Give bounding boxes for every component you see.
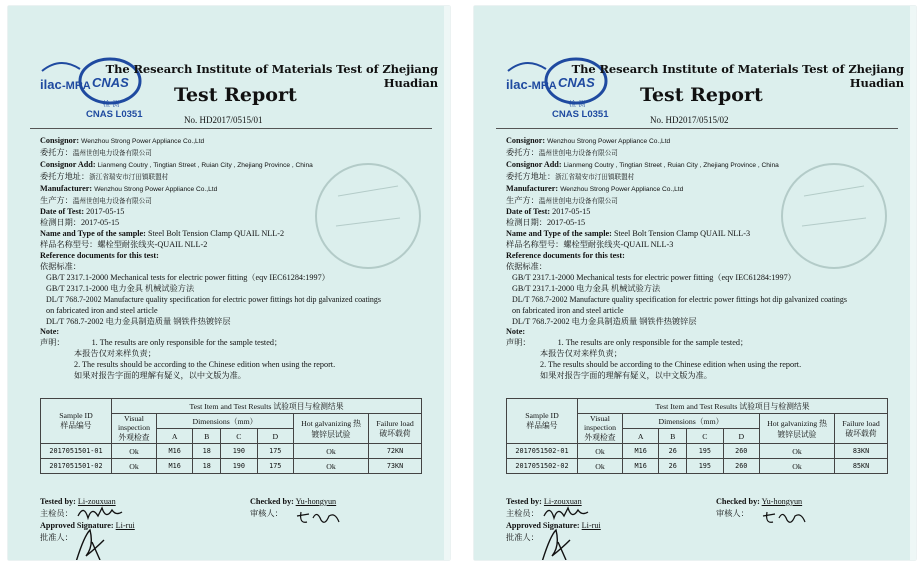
cell-b: 18 bbox=[193, 444, 221, 459]
consignor-label: Consignor: bbox=[40, 136, 80, 145]
results-table bbox=[40, 398, 422, 474]
cnas-sub-label: 检 测 bbox=[569, 100, 586, 108]
col-sample-id-cn: 样品编号 bbox=[526, 421, 558, 430]
manufacturer-label: Manufacturer: bbox=[40, 183, 93, 193]
lab-title: The Research Institute of Materials Test of Zhejiang Huadian bbox=[571, 62, 904, 90]
col-visual-en: Visual bbox=[124, 414, 144, 423]
cell-sample-id: 2017051502-02 bbox=[507, 459, 578, 474]
col-galvanizing bbox=[760, 414, 835, 444]
note-2: 2. The results should be according to the Chinese edition when using the report. bbox=[540, 360, 802, 370]
cell-a: M16 bbox=[623, 444, 659, 459]
checked-by-label: Checked by: bbox=[250, 497, 294, 506]
sample-cn-value: 螺栓型耐张线夹-QUAIL NLL-2 bbox=[97, 240, 208, 250]
col-sample-id-en: Sample ID bbox=[525, 411, 559, 420]
col-b: B bbox=[659, 429, 687, 444]
test-report-page bbox=[8, 6, 450, 560]
checker-signature bbox=[295, 508, 345, 530]
checked-by-value: Yu-hongyun bbox=[295, 497, 337, 506]
cell-galv: Ok bbox=[294, 459, 369, 474]
cell-visual: Ok bbox=[112, 459, 157, 474]
consignor-add-cn-value: 浙江省瑞安市汀田镇联盟村 bbox=[89, 173, 169, 181]
results-table bbox=[506, 398, 888, 474]
lab-title: The Research Institute of Materials Test of Zhejiang Huadian bbox=[105, 62, 438, 90]
ref-doc-line: DL/T 768.7-2002 电力金具制造质量 钢铁件热镀锌层 bbox=[512, 316, 697, 326]
checked-by-label: Checked by: bbox=[716, 497, 760, 506]
tested-by-label: Tested by: bbox=[506, 497, 542, 506]
cell-fail: 72KN bbox=[369, 444, 422, 459]
page-edge bbox=[910, 6, 916, 560]
note-2: 2. The results should be according to the Chinese edition when using the report. bbox=[74, 360, 336, 370]
col-b: B bbox=[193, 429, 221, 444]
approved-label: Approved Signature: bbox=[40, 521, 114, 530]
cell-d: 260 bbox=[723, 444, 759, 459]
cell-galv: Ok bbox=[760, 444, 835, 459]
cell-c: 190 bbox=[221, 459, 257, 474]
consignor-add-cn-value: 浙江省瑞安市汀田镇联盟村 bbox=[555, 173, 635, 181]
cnas-sub-label: 检 测 bbox=[103, 100, 120, 108]
col-dimensions: Dimensions（mm） bbox=[157, 414, 294, 429]
cell-fail: 83KN bbox=[835, 444, 888, 459]
date-cn-label: 检测日期： bbox=[506, 218, 547, 228]
page-edge bbox=[444, 6, 450, 560]
col-d: D bbox=[257, 429, 293, 444]
note-2-cn: 如果对报告字面的理解有疑义，以中文版为准。 bbox=[540, 371, 712, 381]
consignor-value: Wenzhou Strong Power Appliance Co.,Ltd bbox=[547, 138, 671, 145]
col-visual-cn: 外观检查 bbox=[118, 433, 150, 442]
table-row bbox=[41, 459, 422, 474]
consignor-cn-value: 温州世创电力设备有限公司 bbox=[72, 149, 152, 157]
table-row bbox=[507, 459, 888, 474]
col-c: C bbox=[221, 429, 257, 444]
col-sample-id-cn: 样品编号 bbox=[60, 421, 92, 430]
col-visual bbox=[112, 414, 157, 444]
cell-b: 26 bbox=[659, 444, 687, 459]
col-galv-cn: 镀锌层试验 bbox=[777, 429, 817, 439]
manufacturer-label: Manufacturer: bbox=[506, 183, 559, 193]
col-visual-cn: 外观检查 bbox=[584, 433, 616, 442]
ref-doc-line: DL/T 768.7-2002 Manufacture quality specification for electric power fittings hot dip galvanized coatings bbox=[46, 294, 381, 304]
ref-doc-line: DL/T 768.7-2002 Manufacture quality specification for electric power fittings hot dip galvanized coatings bbox=[512, 294, 847, 304]
ref-docs-label: Reference documents for this test: bbox=[40, 251, 159, 261]
note-1: 1. The results are only responsible for the sample tested； bbox=[557, 338, 749, 348]
ref-doc-line: GB/T 2317.1-2000 Mechanical tests for electric power fitting（eqv IEC61284:1997） bbox=[46, 272, 330, 282]
checker-cn-label: 审核人： bbox=[250, 509, 283, 518]
col-visual-en-2: inspection bbox=[117, 423, 151, 432]
cell-b: 26 bbox=[659, 459, 687, 474]
note-2-cn: 如果对报告字面的理解有疑义，以中文版为准。 bbox=[74, 371, 246, 381]
consignor-add-label: Consignor Add: bbox=[506, 159, 562, 169]
col-visual-en-2: inspection bbox=[583, 423, 617, 432]
consignor-add-cn-label: 委托方地址： bbox=[40, 171, 90, 181]
approved-value: Li-rui bbox=[115, 521, 135, 530]
cell-visual: Ok bbox=[578, 444, 623, 459]
manufacturer-cn-value: 温州世创电力设备有限公司 bbox=[538, 197, 618, 205]
note-1-cn: 本报告仅对来样负责； bbox=[74, 349, 156, 359]
checker-cn-label: 审核人： bbox=[716, 509, 749, 518]
cnas-code: CNAS L0351 bbox=[86, 109, 143, 120]
cell-d: 175 bbox=[257, 444, 293, 459]
col-galv-en: Hot galvanizing 热 bbox=[301, 418, 361, 428]
cell-d: 175 bbox=[257, 459, 293, 474]
manufacturer-cn-value: 温州世创电力设备有限公司 bbox=[72, 197, 152, 205]
checked-by-value: Yu-hongyun bbox=[761, 497, 803, 506]
date-cn-label: 检测日期： bbox=[40, 218, 81, 228]
col-sample-id-en: Sample ID bbox=[59, 411, 93, 420]
consignor-add-value: Lianmeng Coutry , Tingtian Street , Ruian City , Zhejiang Province , China bbox=[563, 161, 779, 169]
tested-by-label: Tested by: bbox=[40, 497, 76, 506]
consignor-add-value: Lianmeng Coutry , Tingtian Street , Ruian City , Zhejiang Province , China bbox=[97, 161, 313, 169]
date-label: Date of Test: bbox=[40, 207, 85, 217]
header-divider bbox=[30, 128, 432, 129]
sample-cn-label: 样品名称型号： bbox=[506, 240, 564, 250]
col-fail-cn: 破坏载荷 bbox=[845, 428, 877, 438]
date-value: 2017-05-15 bbox=[86, 207, 125, 217]
manufacturer-value: Wenzhou Strong Power Appliance Co.,Ltd bbox=[94, 185, 218, 193]
cell-galv: Ok bbox=[294, 444, 369, 459]
report-title: Test Report bbox=[174, 84, 297, 106]
approver-signature bbox=[536, 526, 576, 560]
note-label: Note: bbox=[506, 327, 526, 337]
consignor-cn-label: 委托方： bbox=[506, 147, 539, 157]
cell-sample-id: 2017051501-01 bbox=[41, 444, 112, 459]
svg-text:CNAS: CNAS bbox=[558, 75, 595, 90]
note-label: Note: bbox=[40, 327, 60, 337]
tester-cn-label: 主检员： bbox=[40, 509, 73, 518]
cell-c: 195 bbox=[687, 444, 723, 459]
col-fail-cn: 破坏载荷 bbox=[379, 428, 411, 438]
sample-value: Steel Bolt Tension Clamp QUAIL NLL-2 bbox=[147, 229, 285, 239]
col-visual-en: Visual bbox=[590, 414, 610, 423]
consignor-add-label: Consignor Add: bbox=[40, 159, 96, 169]
cell-a: M16 bbox=[157, 444, 193, 459]
ref-docs-label: Reference documents for this test: bbox=[506, 251, 625, 261]
consignor-label: Consignor: bbox=[506, 136, 546, 145]
tester-cn-label: 主检员： bbox=[506, 509, 539, 518]
cell-b: 18 bbox=[193, 459, 221, 474]
date-cn-value: 2017-05-15 bbox=[546, 218, 586, 228]
approver-signature bbox=[70, 526, 110, 560]
svg-text:-MRA: -MRA bbox=[528, 80, 557, 92]
table-row bbox=[41, 444, 422, 459]
cell-d: 260 bbox=[723, 459, 759, 474]
cell-sample-id: 2017051502-01 bbox=[507, 444, 578, 459]
sample-cn-label: 样品名称型号： bbox=[40, 240, 98, 250]
report-info bbox=[506, 136, 901, 382]
approver-cn-label: 批准人： bbox=[40, 533, 73, 542]
date-cn-value: 2017-05-15 bbox=[80, 218, 120, 228]
cell-visual: Ok bbox=[112, 444, 157, 459]
cell-a: M16 bbox=[623, 459, 659, 474]
ref-docs-cn-label: 依据标准： bbox=[40, 261, 81, 271]
cell-sample-id: 2017051501-02 bbox=[41, 459, 112, 474]
col-fail-en: Failure load bbox=[376, 418, 414, 428]
note-1: 1. The results are only responsible for the sample tested； bbox=[91, 338, 283, 348]
ref-doc-line: GB/T 2317.1-2000 电力金具 机械试验方法 bbox=[46, 283, 195, 293]
sample-label: Name and Type of the sample: bbox=[40, 229, 146, 239]
col-galv-en: Hot galvanizing 热 bbox=[767, 418, 827, 428]
approved-value: Li-rui bbox=[581, 521, 601, 530]
manufacturer-cn-label: 生产方： bbox=[506, 195, 539, 205]
svg-text:ilac: ilac bbox=[506, 77, 528, 92]
ref-docs-cn-label: 依据标准： bbox=[506, 261, 547, 271]
tester-signature bbox=[76, 502, 126, 524]
ref-doc-line: DL/T 768.7-2002 电力金具制造质量 钢铁件热镀锌层 bbox=[46, 316, 231, 326]
table-main-header: Test Item and Test Results 试验项目与检测结果 bbox=[112, 399, 422, 414]
sample-value: Steel Bolt Tension Clamp QUAIL NLL-3 bbox=[613, 229, 751, 239]
sample-label: Name and Type of the sample: bbox=[506, 229, 612, 239]
cell-fail: 85KN bbox=[835, 459, 888, 474]
cell-galv: Ok bbox=[760, 459, 835, 474]
approver-cn-label: 批准人： bbox=[506, 533, 539, 542]
col-sample-id bbox=[41, 399, 112, 444]
consignor-cn-value: 温州世创电力设备有限公司 bbox=[538, 149, 618, 157]
date-value: 2017-05-15 bbox=[552, 207, 591, 217]
consignor-cn-label: 委托方： bbox=[40, 147, 73, 157]
checker-signature bbox=[761, 508, 811, 530]
report-title: Test Report bbox=[640, 84, 763, 106]
consignor-add-cn-label: 委托方地址： bbox=[506, 171, 556, 181]
col-failure-load bbox=[835, 414, 888, 444]
ref-doc-line: on fabricated iron and steel article bbox=[512, 305, 624, 315]
col-c: C bbox=[687, 429, 723, 444]
tested-by-value: Li-zouxuan bbox=[77, 497, 116, 506]
col-galv-cn: 镀锌层试验 bbox=[311, 429, 351, 439]
note-1-cn: 本报告仅对来样负责； bbox=[540, 349, 622, 359]
report-info bbox=[40, 136, 435, 382]
manufacturer-cn-label: 生产方： bbox=[40, 195, 73, 205]
note-cn-label: 声明： bbox=[40, 338, 65, 348]
approved-label: Approved Signature: bbox=[506, 521, 580, 530]
col-visual bbox=[578, 414, 623, 444]
date-label: Date of Test: bbox=[506, 207, 551, 217]
ref-doc-line: GB/T 2317.1-2000 电力金具 机械试验方法 bbox=[512, 283, 661, 293]
manufacturer-value: Wenzhou Strong Power Appliance Co.,Ltd bbox=[560, 185, 684, 193]
tester-signature bbox=[542, 502, 592, 524]
col-dimensions: Dimensions（mm） bbox=[623, 414, 760, 429]
report-number: No. HD2017/0515/01 bbox=[184, 115, 263, 125]
test-report-page bbox=[474, 6, 916, 560]
col-failure-load bbox=[369, 414, 422, 444]
svg-text:ilac: ilac bbox=[40, 77, 62, 92]
svg-text:-MRA: -MRA bbox=[62, 80, 91, 92]
ref-doc-line: GB/T 2317.1-2000 Mechanical tests for electric power fitting（eqv IEC61284:1997） bbox=[512, 272, 796, 282]
cnas-code: CNAS L0351 bbox=[552, 109, 609, 120]
svg-text:CNAS: CNAS bbox=[92, 75, 129, 90]
header-divider bbox=[496, 128, 898, 129]
table-row bbox=[507, 444, 888, 459]
col-galvanizing bbox=[294, 414, 369, 444]
tested-by-value: Li-zouxuan bbox=[543, 497, 582, 506]
col-a: A bbox=[157, 429, 193, 444]
note-cn-label: 声明： bbox=[506, 338, 531, 348]
cell-c: 190 bbox=[221, 444, 257, 459]
report-number: No. HD2017/0515/02 bbox=[650, 115, 729, 125]
cell-c: 195 bbox=[687, 459, 723, 474]
col-d: D bbox=[723, 429, 759, 444]
consignor-value: Wenzhou Strong Power Appliance Co.,Ltd bbox=[81, 138, 205, 145]
ref-doc-line: on fabricated iron and steel article bbox=[46, 305, 158, 315]
cell-a: M16 bbox=[157, 459, 193, 474]
col-a: A bbox=[623, 429, 659, 444]
table-main-header: Test Item and Test Results 试验项目与检测结果 bbox=[578, 399, 888, 414]
cell-fail: 73KN bbox=[369, 459, 422, 474]
col-sample-id bbox=[507, 399, 578, 444]
sample-cn-value: 螺栓型耐张线夹-QUAIL NLL-3 bbox=[563, 240, 674, 250]
col-fail-en: Failure load bbox=[842, 418, 880, 428]
cell-visual: Ok bbox=[578, 459, 623, 474]
